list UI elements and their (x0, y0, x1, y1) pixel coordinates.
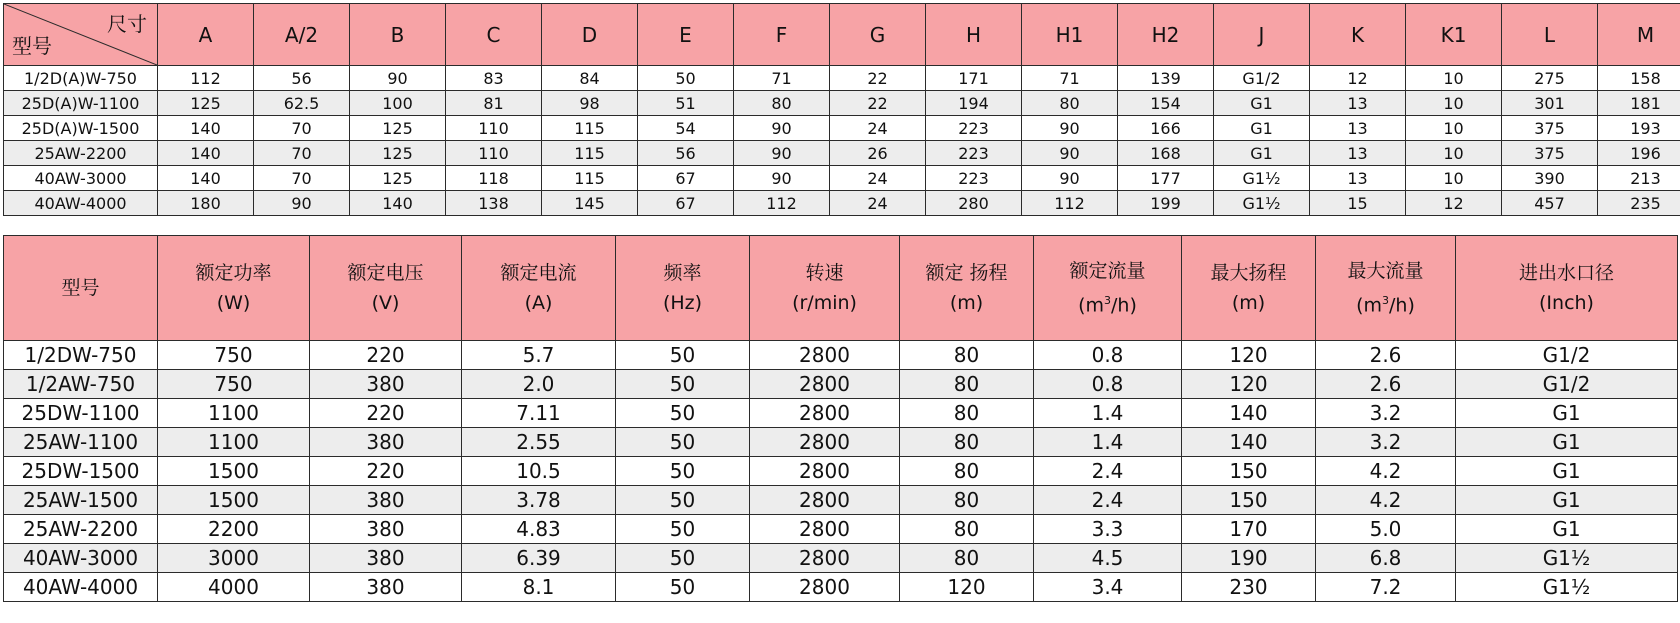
performance-header-title: 最大扬程 (1210, 262, 1287, 284)
dimension-value-cell: 13 (1310, 141, 1406, 166)
dimension-value-cell: 70 (254, 166, 350, 191)
dimension-value-cell: 71 (734, 66, 830, 91)
performance-header-cell (158, 236, 310, 341)
unit-text: (V) (371, 292, 400, 314)
dimension-header-h2: H2 (1118, 4, 1214, 66)
performance-value-cell: 80 (900, 544, 1034, 573)
dimension-value-cell: 90 (1022, 141, 1118, 166)
dimension-value-cell: 12 (1406, 191, 1502, 216)
dimension-value-cell: 223 (926, 116, 1022, 141)
performance-value-cell: 80 (900, 370, 1034, 399)
performance-header-title: 额定功率 (195, 262, 272, 284)
performance-value-cell: G1 (1456, 515, 1678, 544)
performance-value-cell: 1500 (158, 486, 310, 515)
dimension-value-cell: 90 (1022, 166, 1118, 191)
dimension-value-cell: 171 (926, 66, 1022, 91)
performance-header-title: 额定电压 (347, 262, 424, 284)
performance-value-cell: 50 (616, 486, 750, 515)
dimension-value-cell: 140 (158, 116, 254, 141)
performance-header-title: 最大流量 (1347, 259, 1424, 282)
performance-value-cell: 2.6 (1316, 370, 1456, 399)
performance-header-unit (900, 288, 1033, 318)
dimension-value-cell: 50 (638, 66, 734, 91)
performance-value-cell: 80 (900, 486, 1034, 515)
dimension-value-cell: 301 (1502, 91, 1598, 116)
dimension-value-cell: 67 (638, 191, 734, 216)
performance-value-cell: 6.8 (1316, 544, 1456, 573)
dimension-table-row (4, 91, 1680, 116)
dimension-value-cell: 280 (926, 191, 1022, 216)
dimension-header-a: A (158, 4, 254, 66)
performance-header-cell (4, 236, 158, 341)
performance-value-cell: 380 (310, 486, 462, 515)
dimension-value-cell: 168 (1118, 141, 1214, 166)
performance-value-cell: 3.2 (1316, 428, 1456, 457)
performance-header-title: 型号 (61, 277, 100, 299)
dimension-table (3, 3, 1680, 216)
performance-table-row (4, 341, 1678, 370)
dimension-value-cell: G1½ (1214, 166, 1310, 191)
dimension-value-cell: 125 (350, 141, 446, 166)
performance-header-title: 转速 (805, 262, 844, 284)
performance-value-cell: 3.78 (462, 486, 616, 515)
performance-model-cell: 1/2DW-750 (4, 341, 158, 370)
performance-table-row (4, 486, 1678, 515)
performance-value-cell: 750 (158, 370, 310, 399)
dimension-value-cell: 177 (1118, 166, 1214, 191)
dimension-model-cell: 25D(A)W-1100 (4, 91, 158, 116)
dimension-value-cell: 235 (1598, 191, 1680, 216)
performance-value-cell: 1.4 (1034, 428, 1182, 457)
performance-value-cell: G1 (1456, 457, 1678, 486)
performance-header-unit (462, 288, 615, 318)
performance-header-unit (1456, 288, 1677, 318)
performance-value-cell: 0.8 (1034, 341, 1182, 370)
unit-text: (Hz) (662, 292, 703, 314)
dimension-value-cell: 180 (158, 191, 254, 216)
performance-value-cell: 2800 (750, 399, 900, 428)
dimension-value-cell: G1/2 (1214, 66, 1310, 91)
dimension-value-cell: 70 (254, 116, 350, 141)
performance-table-row (4, 370, 1678, 399)
performance-value-cell: 120 (1182, 341, 1316, 370)
dimension-value-cell: 83 (446, 66, 542, 91)
performance-model-cell: 25AW-1500 (4, 486, 158, 515)
performance-value-cell: 7.11 (462, 399, 616, 428)
dimension-value-cell: 13 (1310, 166, 1406, 191)
performance-value-cell: 380 (310, 573, 462, 602)
performance-table-row (4, 573, 1678, 602)
dimension-value-cell: G1 (1214, 91, 1310, 116)
performance-value-cell: 4.2 (1316, 486, 1456, 515)
dimension-value-cell: G1 (1214, 141, 1310, 166)
dimension-table-row (4, 191, 1680, 216)
performance-header-unit (310, 288, 461, 318)
dimension-value-cell: 139 (1118, 66, 1214, 91)
performance-value-cell: 50 (616, 428, 750, 457)
performance-value-cell: 2200 (158, 515, 310, 544)
dimension-value-cell: 390 (1502, 166, 1598, 191)
performance-value-cell: 4.5 (1034, 544, 1182, 573)
performance-value-cell: 50 (616, 573, 750, 602)
performance-value-cell: 2800 (750, 515, 900, 544)
performance-value-cell: 8.1 (462, 573, 616, 602)
dimension-value-cell: 13 (1310, 91, 1406, 116)
performance-value-cell: 380 (310, 515, 462, 544)
dimension-header-b: B (350, 4, 446, 66)
performance-value-cell: 1100 (158, 399, 310, 428)
performance-header-cell (1182, 236, 1316, 341)
dimension-value-cell: 90 (1022, 116, 1118, 141)
performance-value-cell: 2800 (750, 486, 900, 515)
performance-model-cell: 25AW-2200 (4, 515, 158, 544)
dimension-value-cell: 112 (734, 191, 830, 216)
performance-model-cell: 25DW-1500 (4, 457, 158, 486)
dimension-value-cell: 90 (734, 141, 830, 166)
performance-value-cell: G1 (1456, 428, 1678, 457)
dimension-value-cell: 10 (1406, 116, 1502, 141)
performance-value-cell: 2.4 (1034, 457, 1182, 486)
performance-value-cell: 80 (900, 428, 1034, 457)
dimension-header-k: K (1310, 4, 1406, 66)
dimension-table-row (4, 116, 1680, 141)
performance-value-cell: 2.55 (462, 428, 616, 457)
performance-table-row (4, 515, 1678, 544)
dimension-value-cell: 115 (542, 166, 638, 191)
performance-value-cell: 380 (310, 428, 462, 457)
dimension-value-cell: 110 (446, 116, 542, 141)
performance-value-cell: 750 (158, 341, 310, 370)
dimension-value-cell: 194 (926, 91, 1022, 116)
performance-header-cell (1316, 236, 1456, 341)
dimension-value-cell: 10 (1406, 141, 1502, 166)
dimension-header-m: M (1598, 4, 1680, 66)
corner-header-cell (4, 4, 158, 66)
dimension-header-l: L (1502, 4, 1598, 66)
dimension-value-cell: 12 (1310, 66, 1406, 91)
dimension-value-cell: 90 (734, 166, 830, 191)
performance-table-body (4, 341, 1678, 602)
unit-superscript: 3 (1104, 293, 1112, 307)
performance-value-cell: 2800 (750, 573, 900, 602)
unit-text: (m) (1231, 292, 1266, 314)
performance-value-cell: 2800 (750, 370, 900, 399)
performance-value-cell: 50 (616, 399, 750, 428)
performance-value-cell: G1/2 (1456, 341, 1678, 370)
dimension-value-cell: 125 (350, 116, 446, 141)
dimension-value-cell: 22 (830, 66, 926, 91)
performance-value-cell: 140 (1182, 428, 1316, 457)
corner-label-model: 型号 (12, 34, 52, 58)
performance-value-cell: 2.0 (462, 370, 616, 399)
performance-table-row (4, 457, 1678, 486)
performance-header-title: 频率 (663, 262, 702, 284)
performance-header-title: 额定流量 (1069, 259, 1146, 282)
performance-model-cell: 25DW-1100 (4, 399, 158, 428)
unit-text: (m) (949, 292, 984, 314)
performance-value-cell: 2.4 (1034, 486, 1182, 515)
performance-value-cell: 80 (900, 457, 1034, 486)
dimension-value-cell: 62.5 (254, 91, 350, 116)
dimension-value-cell: 80 (734, 91, 830, 116)
dimension-value-cell: 118 (446, 166, 542, 191)
dimension-value-cell: 154 (1118, 91, 1214, 116)
dimension-value-cell: 10 (1406, 166, 1502, 191)
performance-model-cell: 40AW-3000 (4, 544, 158, 573)
unit-text-end: /h) (1389, 294, 1415, 317)
dimension-value-cell: 375 (1502, 116, 1598, 141)
performance-header-title: 进出水口径 (1518, 262, 1614, 284)
performance-model-cell: 40AW-4000 (4, 573, 158, 602)
performance-value-cell: 3000 (158, 544, 310, 573)
performance-header-cell (462, 236, 616, 341)
performance-value-cell: 1500 (158, 457, 310, 486)
dimension-header-a-half2: A/2 (254, 4, 350, 66)
dimension-value-cell: 223 (926, 141, 1022, 166)
dimension-value-cell: 26 (830, 141, 926, 166)
performance-header-title: 额定电流 (500, 262, 577, 284)
performance-value-cell: 3.4 (1034, 573, 1182, 602)
dimension-value-cell: 24 (830, 166, 926, 191)
dimension-value-cell: 158 (1598, 66, 1680, 91)
dimension-header-h: H (926, 4, 1022, 66)
dimension-value-cell: 90 (350, 66, 446, 91)
performance-value-cell: G1½ (1456, 573, 1678, 602)
dimension-value-cell: 140 (158, 166, 254, 191)
performance-value-cell: G1 (1456, 486, 1678, 515)
performance-value-cell: 190 (1182, 544, 1316, 573)
dimension-value-cell: 24 (830, 191, 926, 216)
dimension-value-cell: 375 (1502, 141, 1598, 166)
performance-value-cell: 80 (900, 399, 1034, 428)
performance-value-cell: 50 (616, 370, 750, 399)
dimension-value-cell: 80 (1022, 91, 1118, 116)
performance-value-cell: 380 (310, 544, 462, 573)
dimension-header-g: G (830, 4, 926, 66)
performance-header-cell (750, 236, 900, 341)
performance-value-cell: 120 (900, 573, 1034, 602)
dimension-value-cell: 140 (158, 141, 254, 166)
performance-value-cell: 4000 (158, 573, 310, 602)
unit-text: (Inch) (1539, 292, 1594, 314)
performance-value-cell: 5.7 (462, 341, 616, 370)
dimension-value-cell: 81 (446, 91, 542, 116)
dimension-value-cell: 10 (1406, 91, 1502, 116)
dimension-value-cell: 70 (254, 141, 350, 166)
dimension-table-row (4, 141, 1680, 166)
dimension-table-row (4, 66, 1680, 91)
performance-value-cell: 2800 (750, 544, 900, 573)
dimension-value-cell: 110 (446, 141, 542, 166)
dimension-value-cell: 112 (158, 66, 254, 91)
dimension-value-cell: G1 (1214, 116, 1310, 141)
dimension-value-cell: 100 (350, 91, 446, 116)
dimension-header-e: E (638, 4, 734, 66)
performance-value-cell: G1 (1456, 399, 1678, 428)
dimension-value-cell: 145 (542, 191, 638, 216)
dimension-value-cell: 181 (1598, 91, 1680, 116)
performance-value-cell: 7.2 (1316, 573, 1456, 602)
performance-value-cell: G1½ (1456, 544, 1678, 573)
dimension-value-cell: 140 (350, 191, 446, 216)
dimension-header-row (4, 4, 1680, 66)
performance-table-row (4, 399, 1678, 428)
performance-value-cell: 3.2 (1316, 399, 1456, 428)
dimension-value-cell: 275 (1502, 66, 1598, 91)
performance-value-cell: 1100 (158, 428, 310, 457)
unit-text: (W) (216, 292, 251, 314)
performance-value-cell: 4.83 (462, 515, 616, 544)
dimension-model-cell: 40AW-3000 (4, 166, 158, 191)
dimension-value-cell: 138 (446, 191, 542, 216)
performance-value-cell: 2800 (750, 341, 900, 370)
dimension-header-j: J (1214, 4, 1310, 66)
dimension-value-cell: 56 (638, 141, 734, 166)
dimension-header-f: F (734, 4, 830, 66)
performance-value-cell: 220 (310, 457, 462, 486)
dimension-value-cell: 90 (734, 116, 830, 141)
performance-header-row (4, 236, 1678, 341)
performance-value-cell: 380 (310, 370, 462, 399)
dimension-value-cell: 10 (1406, 66, 1502, 91)
performance-value-cell: 50 (616, 341, 750, 370)
dimension-value-cell: 51 (638, 91, 734, 116)
performance-header-unit (750, 288, 899, 318)
dimension-header-k1: K1 (1406, 4, 1502, 66)
dimension-model-cell: 25AW-2200 (4, 141, 158, 166)
dimension-value-cell: 71 (1022, 66, 1118, 91)
unit-text: (m (1356, 294, 1383, 317)
performance-value-cell: 1.4 (1034, 399, 1182, 428)
dimension-value-cell: 223 (926, 166, 1022, 191)
performance-value-cell: 220 (310, 399, 462, 428)
dimension-value-cell: 15 (1310, 191, 1406, 216)
performance-value-cell: 4.2 (1316, 457, 1456, 486)
performance-table (3, 235, 1678, 602)
dimension-value-cell: 13 (1310, 116, 1406, 141)
performance-header-unit (1316, 286, 1455, 320)
performance-value-cell: 170 (1182, 515, 1316, 544)
performance-value-cell: 2.6 (1316, 341, 1456, 370)
performance-value-cell: 50 (616, 457, 750, 486)
performance-header-cell (1034, 236, 1182, 341)
performance-value-cell: 0.8 (1034, 370, 1182, 399)
performance-value-cell: 6.39 (462, 544, 616, 573)
dimension-value-cell: 24 (830, 116, 926, 141)
dimension-model-cell: 1/2D(A)W-750 (4, 66, 158, 91)
performance-value-cell: 150 (1182, 457, 1316, 486)
performance-value-cell: 50 (616, 515, 750, 544)
dimension-value-cell: 22 (830, 91, 926, 116)
performance-header-unit (158, 288, 309, 318)
performance-value-cell: G1/2 (1456, 370, 1678, 399)
performance-model-cell: 25AW-1100 (4, 428, 158, 457)
dimension-value-cell: 67 (638, 166, 734, 191)
dimension-value-cell: 193 (1598, 116, 1680, 141)
performance-model-cell: 1/2AW-750 (4, 370, 158, 399)
dimension-value-cell: 125 (158, 91, 254, 116)
performance-table-row (4, 428, 1678, 457)
unit-text: (r/min) (792, 292, 857, 314)
dimension-value-cell: 166 (1118, 116, 1214, 141)
performance-header-unit (1034, 286, 1181, 320)
unit-text: (A) (524, 292, 553, 314)
performance-value-cell: 150 (1182, 486, 1316, 515)
performance-value-cell: 2800 (750, 457, 900, 486)
performance-value-cell: 140 (1182, 399, 1316, 428)
dimension-value-cell: 199 (1118, 191, 1214, 216)
dimension-value-cell: 196 (1598, 141, 1680, 166)
performance-value-cell: 50 (616, 544, 750, 573)
performance-header-title: 额定 扬程 (925, 262, 1008, 284)
performance-header-cell (900, 236, 1034, 341)
corner-label-dimension: 尺寸 (107, 12, 147, 36)
dimension-value-cell: 56 (254, 66, 350, 91)
performance-value-cell: 10.5 (462, 457, 616, 486)
dimension-value-cell: 112 (1022, 191, 1118, 216)
performance-header-cell (616, 236, 750, 341)
performance-value-cell: 2800 (750, 428, 900, 457)
performance-value-cell: 5.0 (1316, 515, 1456, 544)
dimension-table-body (4, 66, 1680, 216)
unit-text-end: /h) (1111, 294, 1137, 317)
dimension-value-cell: 98 (542, 91, 638, 116)
performance-value-cell: 3.3 (1034, 515, 1182, 544)
performance-header-unit (1182, 288, 1315, 318)
dimension-header-c: C (446, 4, 542, 66)
performance-table-row (4, 544, 1678, 573)
dimension-table-row (4, 166, 1680, 191)
performance-value-cell: 120 (1182, 370, 1316, 399)
dimension-value-cell: G1½ (1214, 191, 1310, 216)
dimension-value-cell: 84 (542, 66, 638, 91)
dimension-value-cell: 457 (1502, 191, 1598, 216)
performance-header-unit (616, 288, 749, 318)
dimension-value-cell: 115 (542, 141, 638, 166)
performance-header-cell (310, 236, 462, 341)
dimension-value-cell: 125 (350, 166, 446, 191)
unit-superscript: 3 (1382, 293, 1390, 307)
dimension-model-cell: 25D(A)W-1500 (4, 116, 158, 141)
dimension-value-cell: 90 (254, 191, 350, 216)
dimension-value-cell: 115 (542, 116, 638, 141)
performance-value-cell: 230 (1182, 573, 1316, 602)
unit-text: (m (1078, 294, 1105, 317)
dimension-value-cell: 54 (638, 116, 734, 141)
performance-value-cell: 80 (900, 341, 1034, 370)
dimension-value-cell: 213 (1598, 166, 1680, 191)
performance-value-cell: 220 (310, 341, 462, 370)
dimension-header-d: D (542, 4, 638, 66)
dimension-model-cell: 40AW-4000 (4, 191, 158, 216)
dimension-header-h1: H1 (1022, 4, 1118, 66)
performance-value-cell: 80 (900, 515, 1034, 544)
performance-header-cell (1456, 236, 1678, 341)
